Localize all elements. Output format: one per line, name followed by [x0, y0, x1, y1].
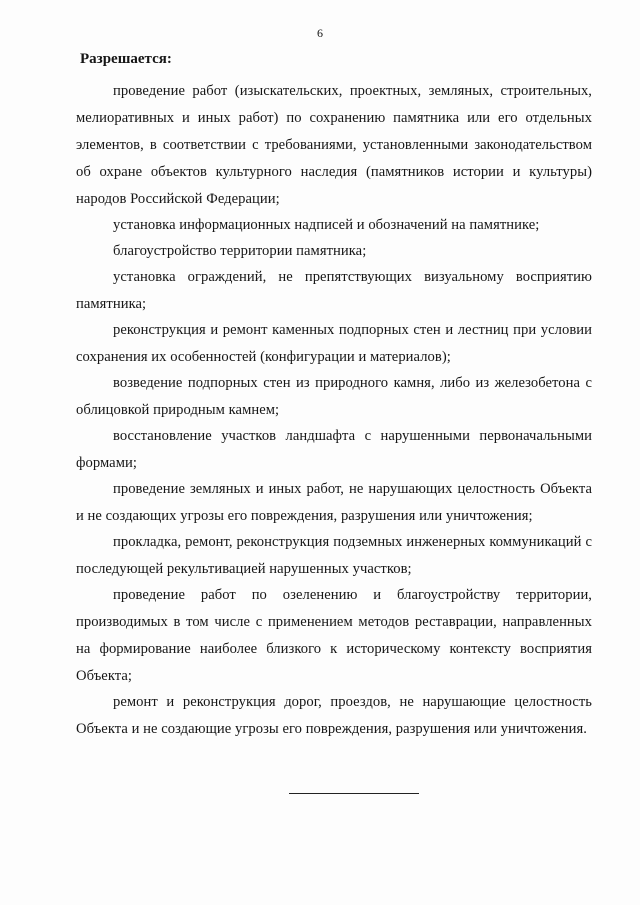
list-item: проведение работ (изыскательских, проектных, земляных, строительных, мелиоративных и иных работ) по сохранению памятника или его отдельных элементов, в соответствии с требованиями, установленными законодательством об охране объектов культурного наследия (памятников истории и культуры) народов Российской Федерации; — [76, 83, 592, 207]
list-item: проведение земляных и иных работ, не нарушающих целостность Объекта и не создающих угрозы его повреждения, разрушения или уничтожения; — [76, 481, 592, 524]
list-item: прокладка, ремонт, реконструкция подземных инженерных коммуникаций с последующей рекультивацией нарушенных участков; — [76, 534, 592, 577]
permitted-works-list — [76, 78, 592, 742]
list-item: восстановление участков ландшафта с нарушенными первоначальными формами; — [76, 428, 592, 471]
list-item: реконструкция и ремонт каменных подпорных стен и лестниц при условии сохранения их особенностей (конфигурации и материалов); — [76, 322, 592, 365]
list-item: ремонт и реконструкция дорог, проездов, не нарушающие целостность Объекта и не создающие угрозы его повреждения, разрушения или уничтожения. — [76, 694, 592, 737]
end-divider-line — [289, 793, 419, 794]
list-item: благоустройство территории памятника; — [113, 243, 367, 259]
list-item: возведение подпорных стен из природного камня, либо из железобетона с облицовкой природным камнем; — [76, 375, 592, 418]
list-item: установка информационных надписей и обозначений на памятнике; — [113, 217, 540, 233]
list-item: проведение работ по озеленению и благоустройству территории, производимых в том числе с применением методов реставрации, направленных на формирование наиболее близкого к историческому контексту восприятия Объекта; — [76, 587, 592, 684]
list-item: установка ограждений, не препятствующих визуальному восприятию памятника; — [76, 269, 592, 312]
page-number: 6 — [317, 26, 323, 40]
section-heading: Разрешается: — [80, 51, 172, 67]
